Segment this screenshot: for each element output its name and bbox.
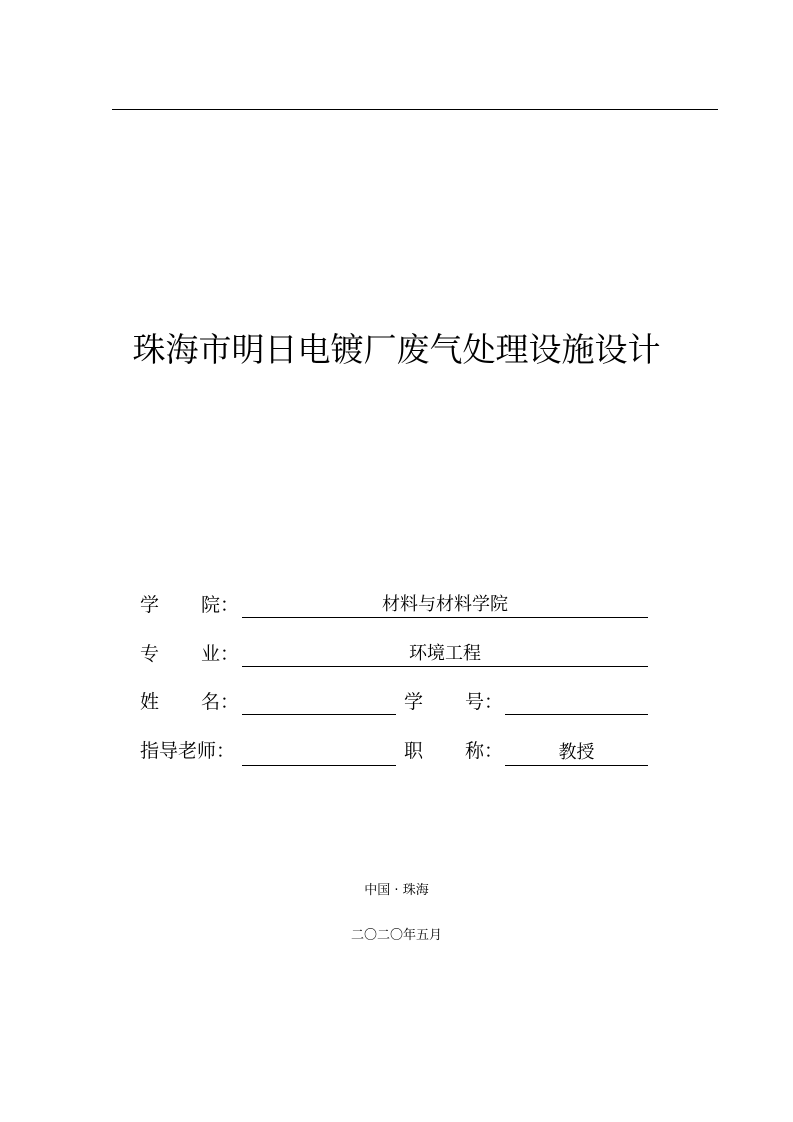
student-id-field [505, 690, 648, 715]
footer-date: 二〇二〇年五月 [350, 928, 442, 943]
major-label-a: 专 [140, 643, 160, 665]
college-field: 材料与材料学院 [242, 593, 648, 618]
rank-label-a: 职 [404, 740, 424, 762]
name-label [140, 690, 240, 714]
college-label-a: 学 [140, 594, 160, 616]
major-label [140, 642, 240, 666]
student-id-label [404, 690, 504, 714]
major-field: 环境工程 [242, 642, 648, 667]
name-label-a: 姓 [140, 691, 160, 713]
student-id-label-b: 号： [465, 691, 504, 713]
student-id-label-a: 学 [404, 691, 424, 713]
advisor-label [140, 739, 240, 763]
advisor-label-text: 指导老师： [140, 740, 236, 762]
college-label-b: 院： [201, 594, 240, 616]
rank-field: 教授 [505, 741, 648, 766]
major-label-b: 业： [201, 643, 240, 665]
rank-label [404, 739, 504, 763]
header-rule [112, 109, 718, 110]
document-title: 珠海市明日电镀厂废气处理设施设计 [132, 330, 661, 369]
name-label-b: 名： [201, 691, 240, 713]
advisor-field [242, 741, 396, 766]
college-label [140, 593, 240, 617]
footer-location: 中国 · 珠海 [364, 883, 429, 898]
name-field [242, 690, 396, 715]
rank-label-b: 称： [465, 740, 504, 762]
